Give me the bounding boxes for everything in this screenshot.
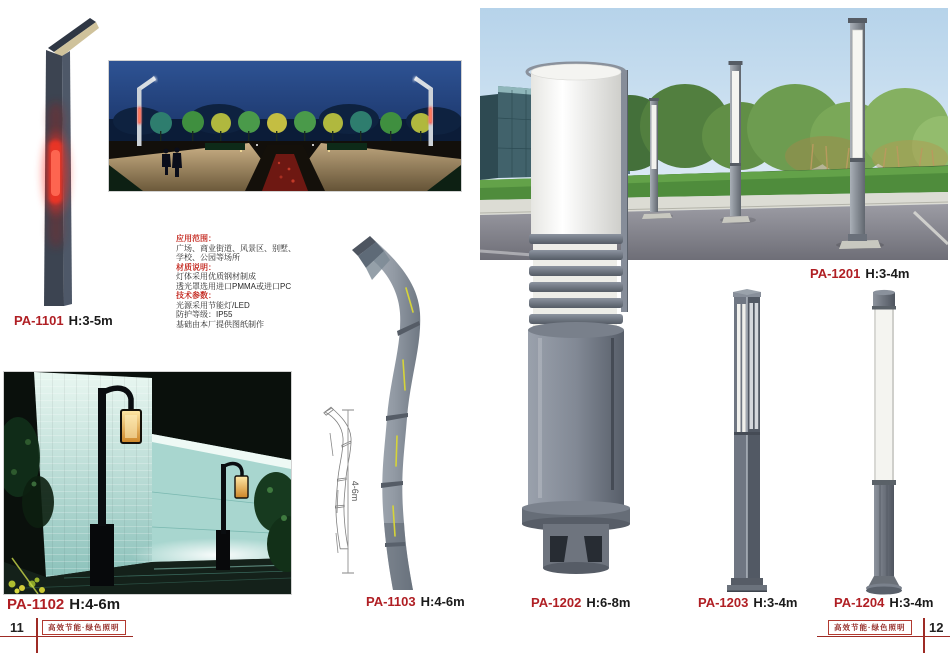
product-label-pa1102 (7, 596, 120, 613)
product-height: H:4-6m (69, 596, 121, 613)
info-line: 学校、公园等场所 (176, 253, 240, 262)
product-label-pa1201 (810, 266, 909, 281)
info-heading-application: 应用范围： (176, 234, 216, 243)
pa1102-installation-photo (3, 371, 292, 595)
product-label-pa1204 (834, 595, 933, 610)
pa1204-product-render (856, 288, 912, 598)
info-line: 透光罩选用进口PMMA或进口PC (176, 281, 292, 291)
product-info-text (176, 234, 316, 329)
product-height: H:6-8m (586, 595, 631, 610)
dimension-drawing (324, 407, 360, 573)
footer-left-divider (36, 618, 38, 653)
product-id: PA-1102 (7, 596, 65, 613)
info-line: 防护等级：IP55 (176, 310, 233, 319)
page-number-right: 12 (929, 620, 944, 635)
pa1103-product-render (300, 228, 445, 596)
pa1101-product-render (2, 18, 112, 310)
product-id: PA-1101 (14, 313, 64, 328)
page-number-left: 11 (10, 620, 24, 635)
product-id: PA-1201 (810, 266, 861, 281)
info-line: 光源采用节能灯/LED (176, 300, 250, 310)
info-line: 灯体采用优质钢材制成 (176, 272, 256, 281)
dimension-label: 4-6m (350, 480, 360, 502)
info-line: 基础由本厂提供图纸制作 (176, 319, 264, 329)
footer-right-rule (817, 636, 950, 637)
info-line: 广场、商业街道、风景区、别墅、 (176, 243, 296, 253)
product-height: H:3-4m (753, 595, 798, 610)
product-height: H:4-6m (420, 594, 465, 609)
footer-right-divider (923, 618, 925, 653)
footer-slogan-right: 高效节能·绿色照明 (828, 620, 912, 635)
pa1202-product-render (518, 58, 638, 578)
product-height: H:3-5m (68, 313, 113, 328)
info-heading-technical: 技术参数： (176, 291, 216, 300)
product-label-pa1103 (366, 594, 465, 609)
footer-slogan-left: 高效节能·绿色照明 (42, 620, 126, 635)
product-height: H:3-4m (889, 595, 934, 610)
product-id: PA-1203 (698, 595, 749, 610)
pa1203-product-render (712, 288, 782, 594)
footer-left-rule (0, 636, 133, 637)
product-id: PA-1103 (366, 594, 416, 609)
product-id: PA-1204 (834, 595, 885, 610)
product-height: H:3-4m (865, 266, 910, 281)
product-label-pa1203 (698, 595, 797, 610)
product-label-pa1202 (531, 595, 630, 610)
product-id: PA-1202 (531, 595, 582, 610)
plaza-render-image (108, 60, 462, 192)
product-label-pa1101 (14, 313, 113, 328)
info-heading-material: 材质说明： (176, 262, 216, 272)
